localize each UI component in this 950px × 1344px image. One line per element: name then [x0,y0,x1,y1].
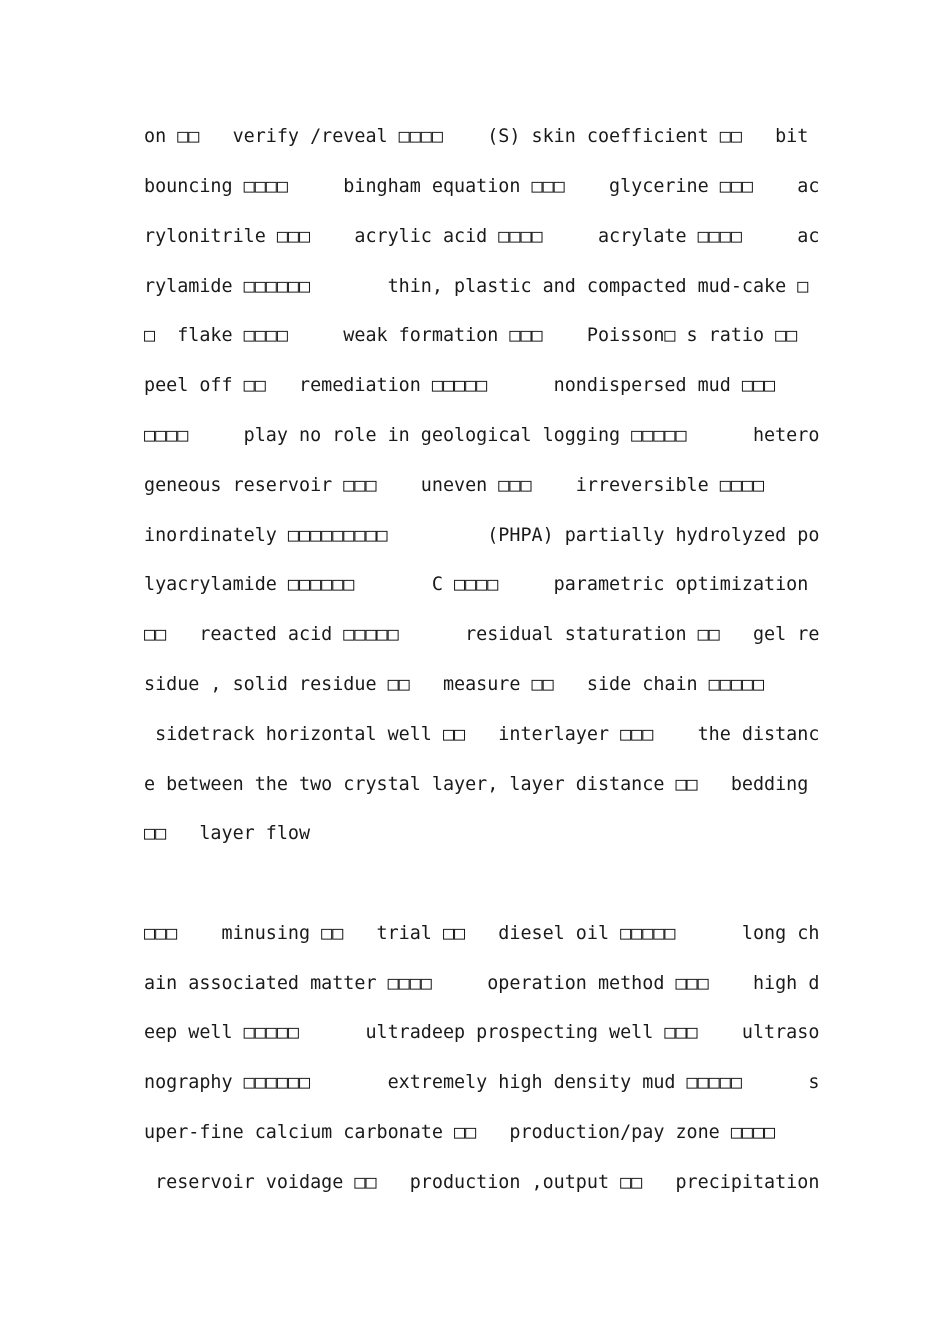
text-line: □ flake □□□□ weak formation □□□ Poisson□ s ratio □□ [144,325,798,346]
text-line: on □□ verify /reveal □□□□ (S) skin coefficient □□ bit [144,126,809,147]
text-line: □□□ minusing □□ trial □□ diesel oil □□□□□ long ch [144,923,820,944]
text-line: □□ layer flow [144,823,311,844]
text-line: geneous reservoir □□□ uneven □□□ irreversible □□□□ [144,475,765,496]
text-line: lyacrylamide □□□□□□ C □□□□ parametric optimization [144,574,809,595]
text-line: bouncing □□□□ bingham equation □□□ glycerine □□□ ac [144,176,820,197]
text-line: e between the two crystal layer, layer distance □□ bedding [144,774,809,795]
text-line: rylonitrile □□□ acrylic acid □□□□ acrylate □□□□ ac [144,226,820,247]
text-line: eep well □□□□□ ultradeep prospecting well □□□ ultraso [144,1022,820,1043]
text-line: uper-fine calcium carbonate □□ production/pay zone □□□□ [144,1122,776,1143]
text-line: ain associated matter □□□□ operation method □□□ high d [144,973,820,994]
text-line: □□□□ play no role in geological logging □□□□□ hetero [144,425,820,446]
text-line: peel off □□ remediation □□□□□ nondispersed mud □□□ [144,375,776,396]
text-line: □□ reacted acid □□□□□ residual staturation □□ gel re [144,624,820,645]
text-line: reservoir voidage □□ production ,output □□ precipitation [144,1172,820,1193]
text-line: sidetrack horizontal well □□ interlayer □□□ the distanc [144,724,820,745]
text-line: nography □□□□□□ extremely high density mud □□□□□ s [144,1072,820,1093]
text-line: rylamide □□□□□□ thin, plastic and compacted mud-cake □ [144,276,809,297]
text-line: sidue , solid residue □□ measure □□ side chain □□□□□ [144,674,765,695]
text-line: inordinately □□□□□□□□□ (PHPA) partially hydrolyzed po [144,525,820,546]
